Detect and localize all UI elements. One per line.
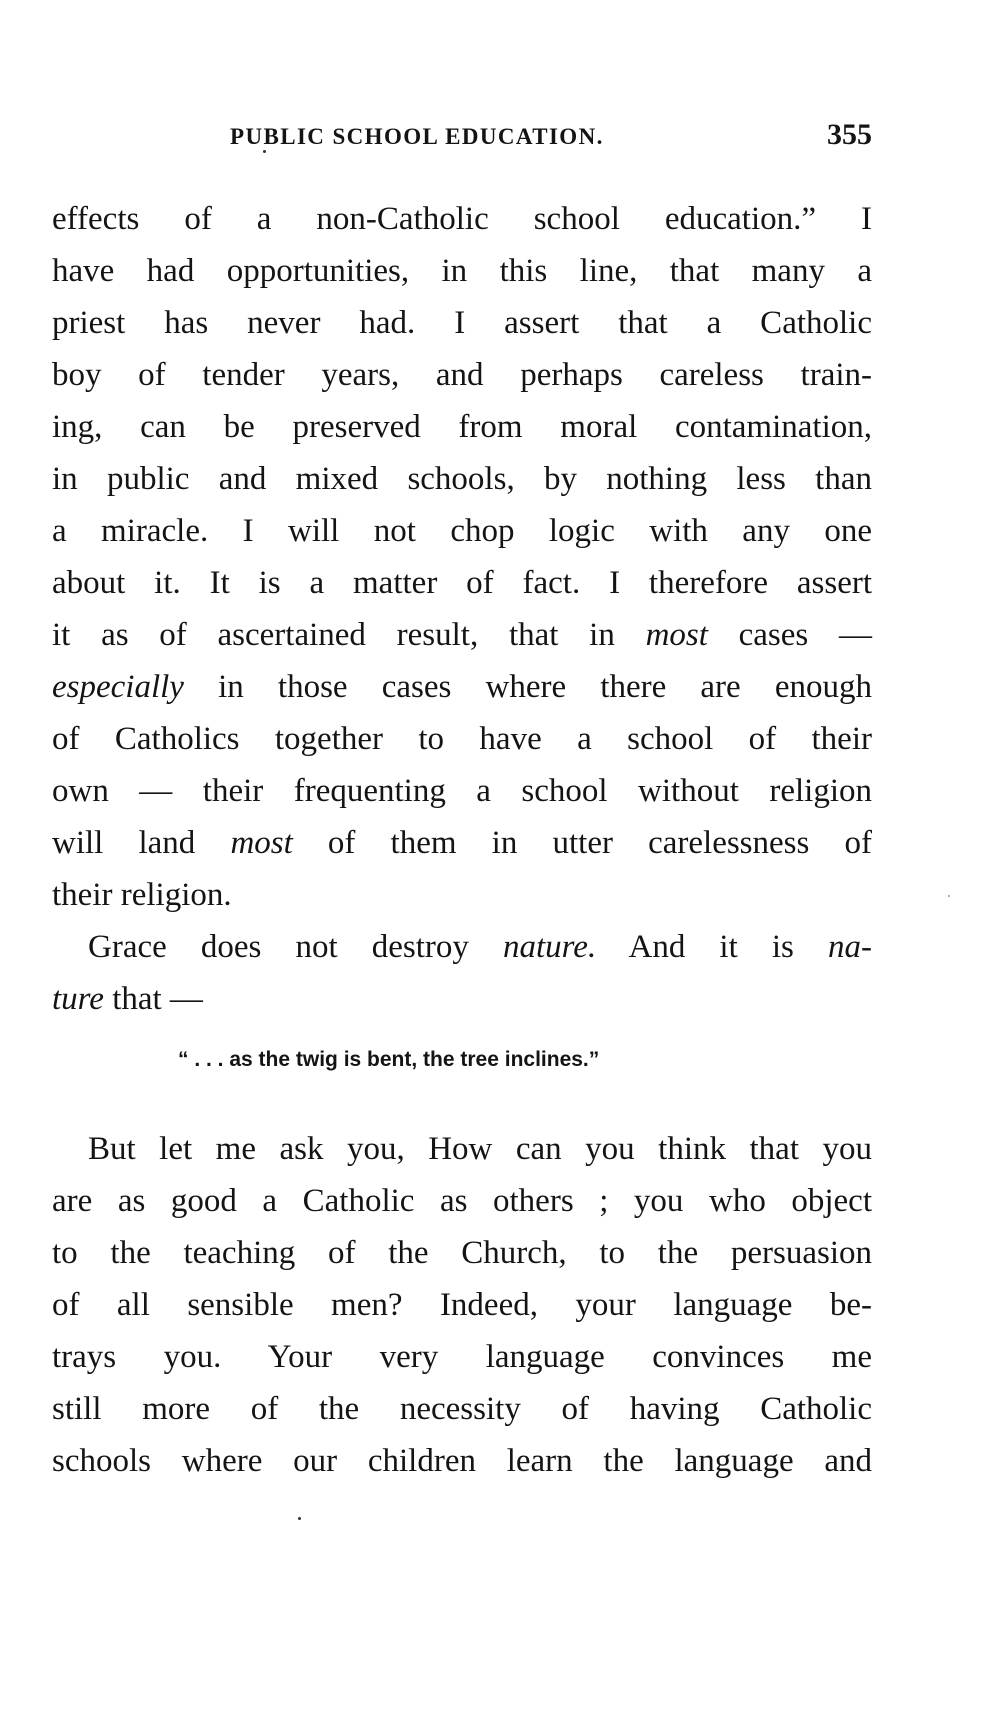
text-line: trays you. Your very language convinces me [52,1339,872,1375]
paragraph-1 [52,193,872,921]
text-line: their religion. [52,877,232,913]
text-line: are as good a Catholic as others ; you who object [52,1183,872,1219]
print-speck [263,150,266,153]
text-line [52,609,872,661]
text-run: will land [52,825,231,861]
italic-word: most [645,617,708,653]
text-line: boy of tender years, and perhaps careless train- [52,357,872,393]
body-text [52,193,872,1487]
text-run: Grace does not destroy [88,929,504,965]
text-line: of Catholics together to have a school of their [52,721,872,757]
text-line: still more of the necessity of having Catholic [52,1391,872,1427]
text-run: that — [103,981,203,1017]
text-run: And it is [596,929,828,965]
text-run: cases — [707,617,872,653]
text-line: ing, can be preserved from moral contamination, [52,409,872,445]
text-line: have had opportunities, in this line, that many a [52,253,872,289]
text-line: about it. It is a matter of fact. I therefore assert [52,565,872,601]
paragraph-2 [52,921,872,1025]
text-line: own — their frequenting a school without religion [52,773,872,809]
text-line: schools where our children learn the language and [52,1443,872,1479]
text-run: in those cases where there are enough [183,669,872,705]
print-speck [948,895,950,897]
text-run: it as of ascertained result, that in [52,617,646,653]
paragraph-3 [52,1123,872,1487]
text-line: to the teaching of the Church, to the persuasion [52,1235,872,1271]
italic-word: most [230,825,293,861]
text-line: But let me ask you, How can you think that you [88,1131,872,1167]
running-title: PUBLIC SCHOOL EDUCATION. [230,124,604,149]
text-line [52,921,872,973]
italic-word: nature. [503,929,597,965]
text-line: effects of a non-Catholic school education.” I [52,201,872,237]
text-line: in public and mixed schools, by nothing less than [52,461,872,497]
print-speck [298,1517,301,1520]
text-line [52,973,872,1025]
page-number: 355 [827,118,872,151]
italic-word: ture [52,981,104,1017]
running-head [52,118,872,158]
text-line [52,661,872,713]
text-line: a miracle. I will not chop logic with any one [52,513,872,549]
italic-word: na- [828,929,872,965]
italic-word: especially [52,669,184,705]
text-line: of all sensible men? Indeed, your language be- [52,1287,872,1323]
epigraph-quote: “ . . . as the twig is bent, the tree inclines.” [178,1048,600,1071]
text-run: of them in utter carelessness of [292,825,872,861]
text-line: priest has never had. I assert that a Catholic [52,305,872,341]
text-line [52,817,872,869]
